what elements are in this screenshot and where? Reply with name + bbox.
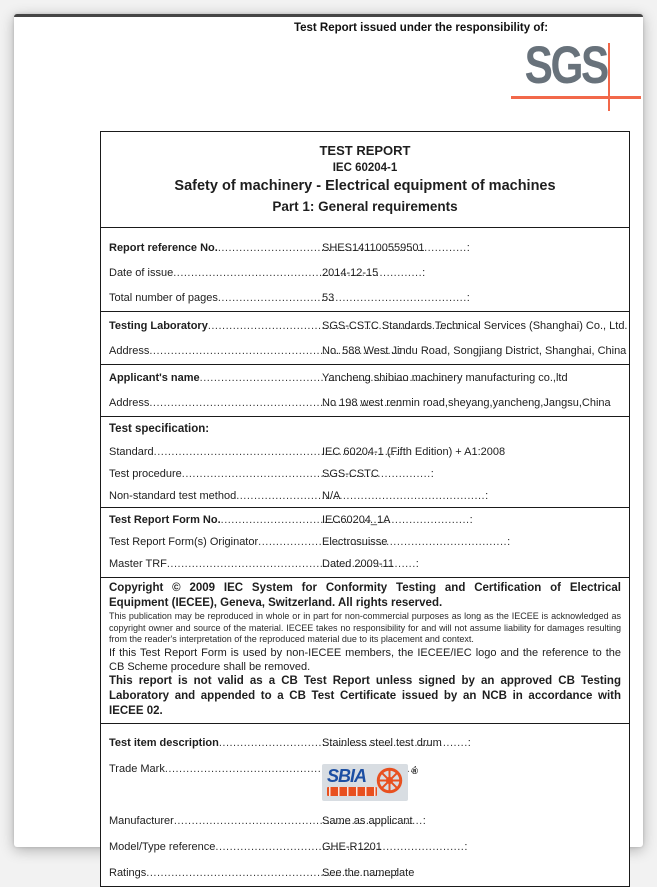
sgs-vertical-line [608, 43, 611, 111]
field-label: Model/Type reference [109, 840, 216, 853]
row-report-form-no [109, 509, 621, 531]
sgs-horizontal-line [511, 96, 641, 99]
field-label: Trade Mark [109, 762, 165, 775]
field-label: Test item description [109, 736, 219, 749]
field-label: Test procedure [109, 468, 182, 480]
field-label: Test Report Form No. [109, 514, 221, 526]
section-test-specification [101, 417, 629, 508]
report-table [100, 131, 630, 887]
row-non-standard-method [109, 485, 621, 507]
sgs-logo [423, 17, 643, 129]
field-value: IEC60204_1A [322, 514, 391, 526]
field-value: SGS-CSTC Standards Technical Services (Shanghai) Co., Ltd. [322, 320, 628, 332]
trademark-logo [322, 760, 418, 802]
copyright-note: If this Test Report Form is used by non-IECEE members, the IECEE/IEC logo and the reference to the CB Scheme procedure shall be removed. [109, 646, 621, 673]
row-model-type-reference [109, 834, 621, 860]
row-report-reference-no [109, 236, 621, 261]
row-test-item-description [109, 730, 621, 756]
row-testing-laboratory [109, 314, 628, 339]
field-value: SHES141100559501 [322, 242, 425, 254]
report-page [14, 14, 643, 879]
trademark-text: SBIA [327, 765, 367, 786]
field-value: Same as applicant [322, 814, 413, 827]
section-reference [101, 228, 629, 312]
field-label: Master TRF [109, 558, 167, 570]
field-label: Standard [109, 446, 154, 458]
row-applicant-address [109, 391, 621, 416]
row-master-trf [109, 553, 621, 575]
field-value: Yancheng shibiao machinery manufacturing co.,ltd [322, 372, 568, 384]
field-label: Ratings [109, 866, 147, 879]
section-applicant [101, 365, 629, 417]
trademark-banner [327, 787, 377, 796]
section-report-form [101, 508, 629, 578]
field-value: GHE-R1201 [322, 840, 382, 853]
row-test-procedure [109, 463, 621, 485]
field-value: 53 [322, 292, 335, 304]
row-date-of-issue [109, 261, 621, 286]
row-standard [109, 441, 621, 463]
field-value: N/A [322, 490, 341, 502]
field-label: Testing Laboratory [109, 320, 208, 332]
copyright-fine-print: This publication may be reproduced in whole or in part for non-commercial purposes as long as the IECEE is acknowledged as copyright owner and source of the material. IECEE takes no responsibility for and will not assume liability for damages resulting from the reader's interpretation of the reproduced material due to its placement and context. [109, 611, 621, 644]
field-value: See the nameplate [322, 866, 415, 879]
dot-leader [218, 286, 467, 311]
row-trade-mark [109, 756, 621, 808]
field-value: Electrosuisse [322, 536, 388, 548]
field-label: Address [109, 397, 150, 409]
row-manufacturer [109, 808, 621, 834]
field-label: Date of issue [109, 267, 174, 279]
field-label: Non-standard test method [109, 490, 237, 502]
dot-leader [236, 485, 485, 507]
wheel-icon [376, 767, 403, 794]
field-value: IEC 60204-1 (Fifth Edition) + A1:2008 [322, 446, 506, 458]
field-value: 2014-12-15 [322, 267, 379, 279]
responsibility-note: Test Report issued under the responsibility of: [293, 22, 549, 34]
field-value: No. 588 West Jindu Road, Songjiang District, Shanghai, China [322, 345, 627, 357]
copyright-disclaimer: This report is not valid as a CB Test Report unless signed by an approved CB Testing Laboratory and appended to a CB Test Certificate issued by an NCB in accordance with IECEE 02. [109, 674, 621, 717]
field-value: Stainless steel test drum [322, 736, 442, 749]
row-ratings [109, 860, 621, 886]
field-label: Address [109, 345, 150, 357]
field-label: Report reference No. [109, 242, 218, 254]
title-block [101, 132, 629, 228]
field-label: Total number of pages [109, 292, 218, 304]
standard-number: IEC 60204-1 [332, 162, 398, 174]
row-applicant-name [109, 366, 621, 391]
section-copyright [101, 578, 629, 724]
row-laboratory-address [109, 339, 627, 364]
section-test-item [101, 724, 629, 886]
test-specification-heading: Test specification: [109, 423, 210, 435]
section-laboratory [101, 312, 629, 365]
standard-part: Part 1: General requirements [272, 199, 458, 214]
row-total-pages [109, 286, 621, 311]
copyright-statement: Copyright © 2009 IEC System for Conformity Testing and Certification of Electrical Equipment (IECEE), Geneva, Switzerland. All rights reserved. [109, 582, 621, 609]
sgs-logo-text: SGS [524, 36, 607, 95]
dot-leader [182, 463, 431, 485]
standard-name: Safety of machinery - Electrical equipment of machines [174, 178, 556, 194]
dot-leader [173, 261, 422, 286]
registered-mark: ® [411, 765, 418, 776]
row-form-originator [109, 531, 621, 553]
trademark-box [322, 764, 408, 801]
report-title: TEST REPORT [319, 143, 411, 158]
field-label: Applicant's name [109, 372, 200, 384]
field-value: Dated 2009-11 [322, 558, 394, 570]
field-label: Test Report Form(s) Originator [109, 536, 259, 548]
field-value: SGS-CSTC [322, 468, 379, 480]
field-value: No 198 west renmin road,sheyang,yancheng,Jangsu,China [322, 397, 611, 409]
field-label: Manufacturer [109, 814, 174, 827]
